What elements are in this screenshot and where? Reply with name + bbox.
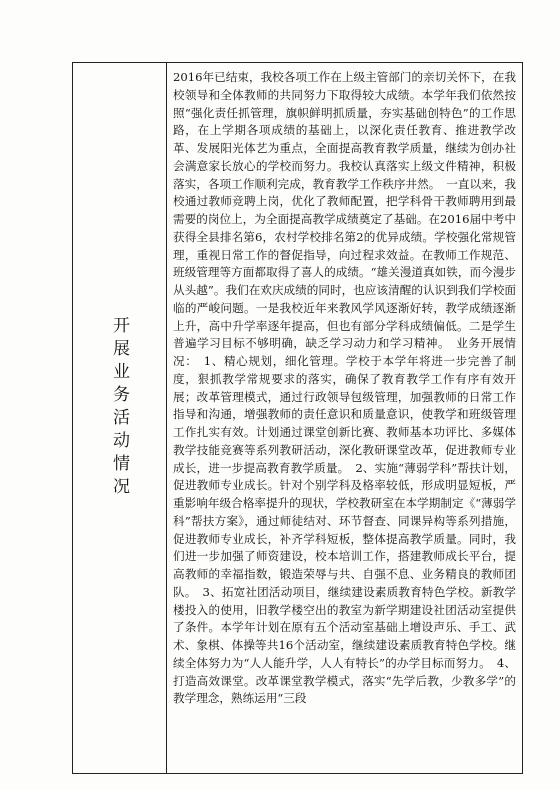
section-label: 开展业务活动情况 — [109, 316, 129, 500]
section-body-text: 2016年已结束，我校各项工作在上级主管部门的亲切关怀下，在我校领导和全体教师的共同努力下取得较大成绩。本学年我们依然按照“强化责任抓管理，旗帜鲜明抓质量，夯实基础创特色”的工作思路，在上学期各项成绩的基础上，以深化责任教育、推进教学改革、发展阳光体艺为重点，全面提高教育教学质量，继续为创办社会满意家长放心的学校而努力。我校认真落实上级文件精神，积极落实，各项工作顺利完成，教育教学工作秩序井然。 一直以来，我校通过教师竞聘上岗，优化了教师配置，把学科骨干教师聘用到最需要的岗位上，为全面提高教学成绩奠定了基础。在2016届中考中获得全县排名第6，农村学校排名第2的优异成绩。学校强化常规管理，重视日常工作的督促指导，向过程求效益。在教师工作规范、班级管理等方面都取得了喜人的成绩。“雄关漫道真如铁，而今漫步从头越”。我们在欢庆成绩的同时，也应该清醒的认识到我们学校面临的严峻问题。一是我校近年来教风学风逐渐好转，教学成绩逐渐上升，高中升学率逐年提高，但也有部分学科成绩偏低。二是学生普遍学习目标不够明确，缺乏学习动力和学习精神。 业务开展情况： 1、精心规划，细化管理。学校于本学年将进一步完善了制度，狠抓教学常规要求的落实，确保了教育教学工作有序有效开展；改革管理模式，通过行政领导包级管理，加强教师的日常工作指导和沟通，增强教师的责任意识和质量意识，使教学和班级管理工作扎实有效。计划通过课堂创新比赛、教师基本功评比、多媒体教学技能竞赛等系列教研活动，深化教研课堂改革，促进教师专业成长，进一步提高教育教学质量。 2、实施“薄弱学科”帮扶计划，促进教师专业成长。针对个别学科及格率较低，形成明显短板，严重影响年级合格率提升的现状，学校教研室在本学期制定《“薄弱学科”帮扶方案》，通过师徒结对、环节督查、同课异构等系列措施，促进教师专业成长，补齐学科短板，整体提高教学质量。同时，我们进一步加强了师资建设，校本培训工作，搭建教师成长平台，提高教师的幸福指数，锻造荣辱与共、自强不息、业务精良的教师团队。 3、拓宽社团活动项目，继续建设素质教育特色学校。新教学楼投入的使用，旧教学楼空出的教室为新学期建设社团活动室提供了条件。本学年计划在原有五个活动室基础上增设声乐、手工、武术、象棋、体操等共16个活动室，继续建设素质教育特色学校。继续全体努力为“人人能升学，人人有特长”的办学目标而努力。 4、打造高效课堂。改革课堂教学模式，落实“先学后教，少教多学”的教学理念，熟练运用“三段 — [173, 70, 516, 706]
report-form-table — [72, 62, 523, 774]
section-label-cell — [73, 63, 167, 773]
section-content-cell — [167, 63, 522, 773]
